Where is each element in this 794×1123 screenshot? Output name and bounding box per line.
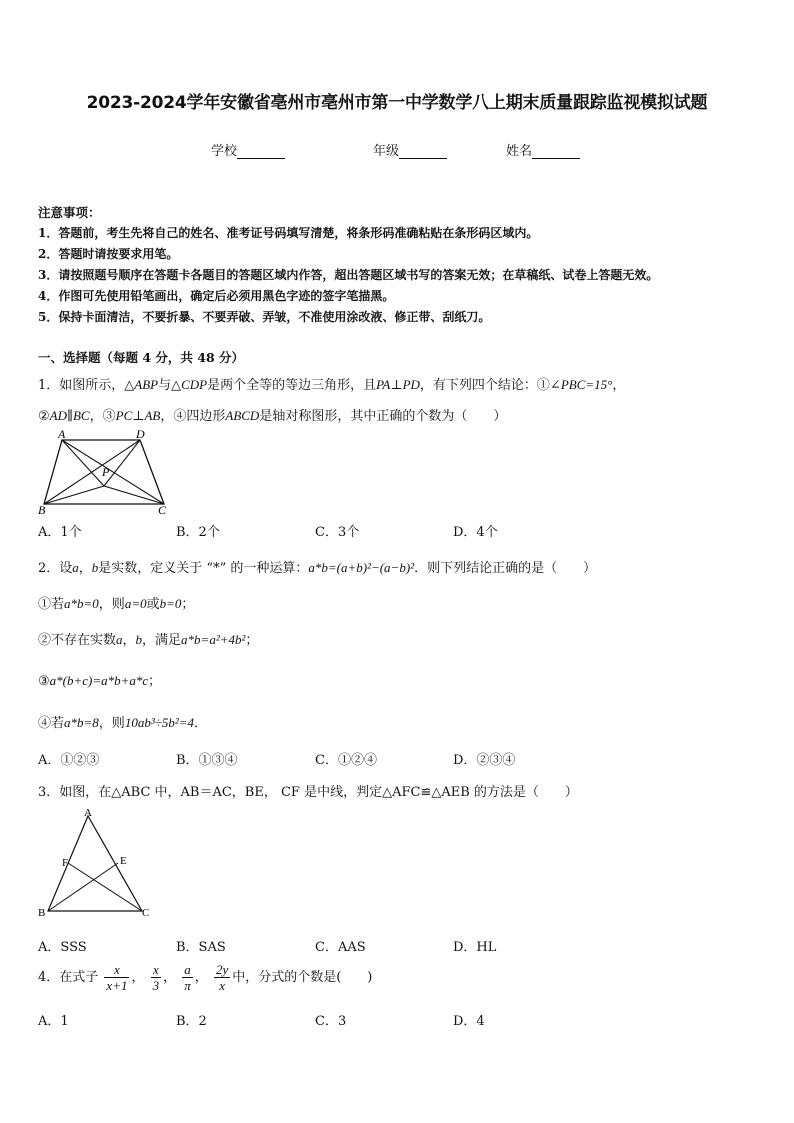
- q2-math: a*b=8: [64, 715, 99, 730]
- q1-option-a[interactable]: A．1个: [38, 525, 82, 540]
- q1-text: ，③: [89, 409, 116, 424]
- q1-stem-line1: [38, 374, 625, 393]
- q1-option-d[interactable]: D．4个: [453, 525, 498, 540]
- q2-math: a: [72, 560, 79, 575]
- q3-median-cf: [68, 863, 142, 911]
- q3-option-c[interactable]: C．AAS: [315, 940, 366, 955]
- q2-text: 是实数，定义关于 “*” 的一种运算：: [98, 561, 309, 576]
- q1-math: ∠PBC=15°: [549, 377, 613, 392]
- fraction-denominator: π: [184, 978, 191, 993]
- q4-fraction-2: [151, 962, 162, 993]
- q2-text: ②不存在实数: [38, 633, 117, 648]
- q2-text: ，则: [98, 597, 125, 612]
- q1-label-c: C: [158, 503, 167, 516]
- school-label: 学校: [211, 144, 238, 159]
- q2-text: ；: [148, 674, 162, 689]
- q2-option-a[interactable]: A．①②③: [38, 753, 100, 768]
- q1-line-bp: [44, 486, 104, 504]
- q2-text: 2．设: [38, 561, 73, 576]
- fraction-numerator: x: [104, 962, 129, 978]
- q4-fraction-3: [182, 962, 193, 993]
- q4-option-d[interactable]: D．4: [453, 1014, 485, 1029]
- q1-option-c[interactable]: C．3个: [315, 525, 360, 540]
- q1-line-dp: [104, 440, 140, 486]
- q2-math: 10ab³÷5b²=4: [124, 715, 195, 730]
- q1-line-db: [44, 440, 140, 504]
- q4-text: 中，分式的个数是( ): [232, 970, 373, 985]
- q2-text: ．: [194, 716, 208, 731]
- q4-stem: [38, 962, 372, 993]
- q3-option-a[interactable]: A．SSS: [38, 940, 87, 955]
- q3-option-b[interactable]: B．SAS: [176, 940, 226, 955]
- q1-label-a: A: [58, 427, 66, 441]
- q2-text: ；: [245, 633, 259, 648]
- q3-figure: [36, 806, 160, 918]
- q2-math: a*b=(a+b)²−(a−b)²: [308, 560, 415, 575]
- q2-text: ③: [38, 674, 50, 689]
- q1-text: 1．如图所示，: [38, 378, 125, 393]
- q4-fraction-4: [214, 962, 230, 993]
- q2-statement-1: [38, 593, 194, 612]
- q2-option-b[interactable]: B．①③④: [176, 753, 238, 768]
- q1-label-d: D: [136, 427, 145, 441]
- fraction-denominator: x: [219, 978, 225, 993]
- grade-blank: [399, 144, 447, 159]
- notice-heading: 注意事项：: [38, 205, 101, 220]
- q1-math: ABCD: [225, 408, 260, 423]
- page-title: 2023-2024学年安徽省亳州市亳州市第一中学数学八上期末质量跟踪监视模拟试题: [86, 93, 708, 113]
- fraction-numerator: 2y: [215, 962, 229, 977]
- notice-item: 2．答题时请按要求用笔。: [38, 247, 179, 261]
- q3-label-e: E: [120, 855, 127, 867]
- q3-option-d[interactable]: D．HL: [453, 940, 497, 955]
- q1-stem-line2: [38, 405, 506, 424]
- q2-text: ．则下列结论正确的是（ ）: [414, 561, 597, 576]
- q1-text: ，有下列四个结论：①: [419, 378, 550, 393]
- q2-math: a*(b+c)=a*b+a*c: [49, 673, 149, 688]
- fraction-denominator: x+1: [106, 978, 128, 993]
- q4-fraction-1: [104, 962, 129, 993]
- q4-text: ，: [163, 970, 177, 985]
- q1-math: PC⊥AB: [115, 408, 161, 423]
- q2-math: b: [135, 632, 143, 647]
- name-field: [506, 140, 580, 159]
- q2-statement-3: [38, 670, 161, 689]
- q4-text: ，: [194, 970, 208, 985]
- name-label: 姓名: [506, 144, 533, 159]
- fraction-numerator: x: [151, 962, 162, 978]
- q2-text: ④若: [38, 716, 65, 731]
- q3-label-a: A: [84, 807, 92, 819]
- q1-line-cp: [104, 486, 164, 504]
- q4-text: 4．在式子: [38, 970, 99, 985]
- fraction-denominator: 3: [152, 978, 160, 993]
- q2-option-d[interactable]: D．②③④: [453, 753, 516, 768]
- q2-math: a*b=0: [64, 596, 99, 611]
- fraction-numerator: a: [182, 962, 193, 978]
- q2-text: ，满足: [142, 633, 182, 648]
- q4-option-a[interactable]: A．1: [38, 1014, 69, 1029]
- q1-label-p: P: [102, 465, 110, 479]
- q1-label-b: B: [38, 503, 46, 516]
- q4-text: ，: [131, 970, 145, 985]
- q1-text: ，: [612, 378, 626, 393]
- notice-item: 4．作图可先使用铅笔画出，确定后必须用黑色字迹的签字笔描黑。: [38, 289, 395, 303]
- q2-text: ；: [181, 597, 195, 612]
- q2-option-c[interactable]: C．①②④: [315, 753, 377, 768]
- notice-item: 5．保持卡面清洁，不要折暴、不要弄破、弄皱，不准使用涂改液、修正带、刮纸刀。: [38, 310, 491, 324]
- q4-option-b[interactable]: B．2: [176, 1014, 207, 1029]
- section-heading: 一、选择题（每题 4 分，共 48 分）: [38, 350, 245, 365]
- q2-text: 或: [146, 597, 160, 612]
- q1-text: ②: [38, 409, 50, 424]
- q2-stem: [38, 557, 596, 576]
- q2-text: ①若: [38, 597, 65, 612]
- q2-math: b: [91, 560, 99, 575]
- name-blank: [532, 144, 580, 159]
- q2-text: ，则: [98, 716, 125, 731]
- q1-figure: [36, 426, 176, 516]
- school-blank: [237, 144, 285, 159]
- notice-item: 1．答题前，考生先将自己的姓名、准考证号码填写清楚，将条形码准确粘贴在条形码区域内。: [38, 226, 539, 240]
- q4-option-c[interactable]: C．3: [315, 1014, 347, 1029]
- q2-text: ，: [122, 633, 136, 648]
- q1-math: △CDP: [171, 377, 208, 392]
- q2-math: a=0: [124, 596, 147, 611]
- grade-field: [373, 140, 447, 159]
- q2-math: b=0: [159, 596, 182, 611]
- q2-text: ，: [78, 561, 92, 576]
- q2-math: a: [116, 632, 123, 647]
- q1-text: 是两个全等的等边三角形，且: [207, 378, 377, 393]
- q1-math: AD∥BC: [49, 408, 90, 423]
- notice-item: 3．请按照题号顺序在答题卡各题目的答题区域内作答，超出答题区域书写的答案无效；在草稿纸、试卷上答题无效。: [38, 268, 659, 282]
- q2-statement-2: [38, 629, 258, 648]
- q1-text: 与: [158, 378, 172, 393]
- school-field: [211, 140, 285, 159]
- q3-label-c: C: [142, 907, 150, 918]
- q2-math: a*b=a²+4b²: [181, 632, 246, 647]
- grade-label: 年级: [373, 144, 400, 159]
- q1-text: 是轴对称图形，其中正确的个数为（ ）: [259, 409, 507, 424]
- q1-math: △ABP: [124, 377, 159, 392]
- q3-stem: 3．如图，在△ABC 中，AB＝AC，BE， CF 是中线，判定△AFC≌△AEB 的方法是（ ）: [38, 785, 578, 800]
- q3-label-b: B: [38, 907, 46, 918]
- q1-text: ，④四边形: [160, 409, 226, 424]
- q1-option-b[interactable]: B．2个: [176, 525, 220, 540]
- q2-statement-4: [38, 712, 207, 731]
- q3-label-f: F: [62, 857, 69, 869]
- q1-math: PA⊥PD: [376, 377, 420, 392]
